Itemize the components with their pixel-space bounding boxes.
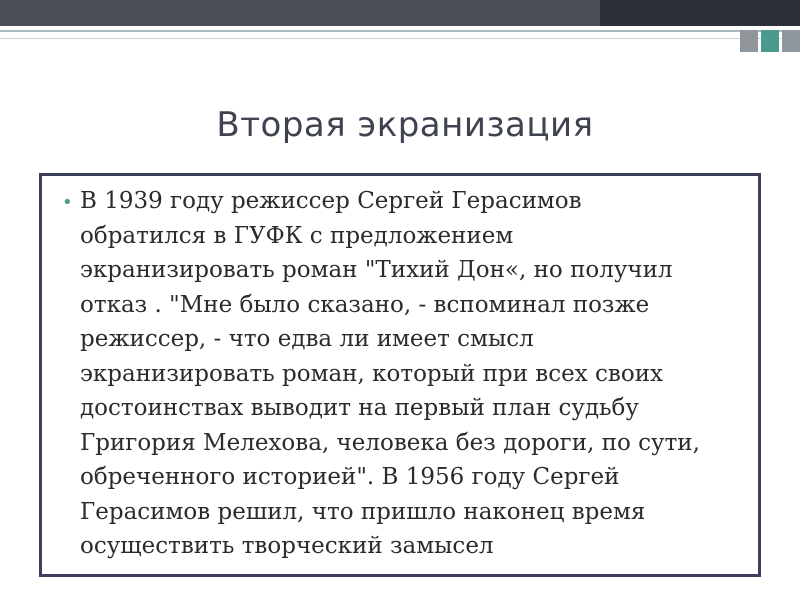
decorative-blocks	[737, 30, 800, 52]
bullet-text: В 1939 году режиссер Сергей Герасимов обратился в ГУФК с предложением экранизировать роман "Тихий Дон«, но получил отказ . "Мне было сказано, - вспоминал позже режиссер, - что едва ли имеет смысл экранизировать роман, который при всех своих достоинствах выводит на первый план судьбу Григория Мелехова, человека без дороги, по сути, обреченного историей". В 1956 году Сергей Герасимов решил, что пришло наконец время осуществить творческий замысел	[80, 188, 700, 559]
bullet-item	[62, 184, 752, 564]
slide-title: Вторая экранизация	[216, 105, 594, 145]
decorative-block-teal	[761, 30, 779, 52]
content-box	[39, 173, 761, 577]
header-divider	[0, 30, 800, 32]
header-divider-thin	[0, 38, 800, 39]
decorative-block-gray-2	[782, 30, 800, 52]
decorative-block-gray	[740, 30, 758, 52]
bullet-dot-icon: •	[62, 192, 73, 213]
header-band-accent	[600, 0, 800, 26]
